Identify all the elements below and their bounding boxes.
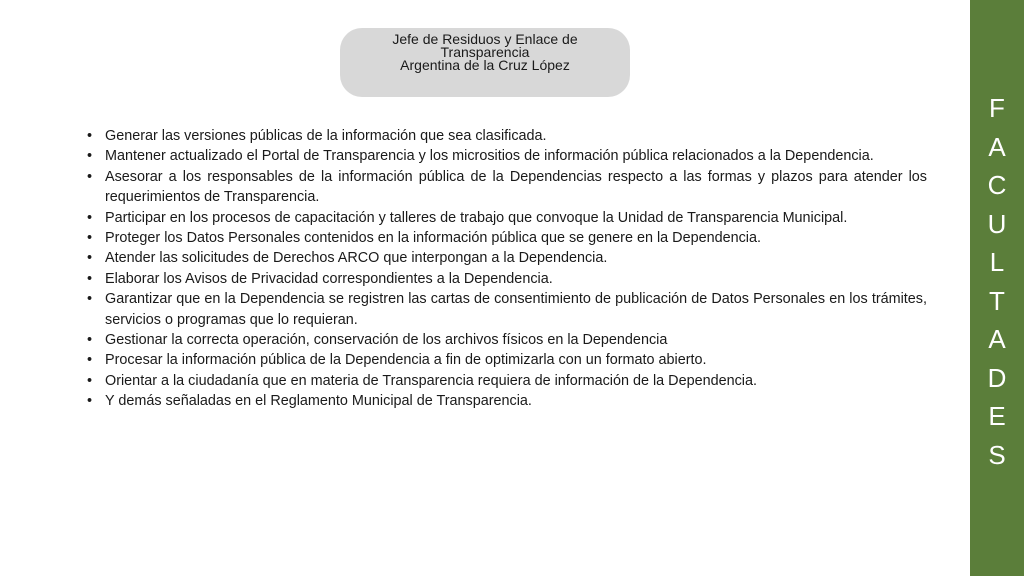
side-letter: S: [988, 439, 1006, 470]
list-item: • Y demás señaladas en el Reglamento Municipal de Transparencia.: [87, 391, 927, 411]
title-line-1: Jefe de Residuos y Enlace de: [392, 31, 578, 47]
title-line-2: Transparencia: [440, 44, 530, 60]
list-item: • Elaborar los Avisos de Privacidad correspondientes a la Dependencia.: [87, 269, 927, 289]
side-letter: A: [988, 324, 1006, 354]
side-letter: C: [987, 170, 1007, 200]
side-bar: [970, 0, 1024, 576]
list-item: • Generar las versiones públicas de la información que sea clasificada.: [87, 126, 927, 146]
list-item: • Proteger los Datos Personales contenidos en la información pública que se genere en la Dependencia.: [87, 228, 927, 248]
side-letter: F: [989, 93, 1005, 123]
list-item: • Mantener actualizado el Portal de Transparencia y los micrositios de información pública relacionados a la Dependencia.: [87, 146, 927, 166]
list-item: • Asesorar a los responsables de la información pública de la Dependencias respecto a las formas y plazos para atender los requerimientos de Transparencia.: [87, 167, 927, 208]
list-item: • Gestionar la correcta operación, conservación de los archivos físicos en la Dependencia: [87, 330, 927, 350]
list-item: • Orientar a la ciudadanía que en materia de Transparencia requiera de información de la Dependencia.: [87, 371, 927, 391]
list-item: • Participar en los procesos de capacitación y talleres de trabajo que convoque la Unidad de Transparencia Municipal.: [87, 208, 927, 228]
side-letter: U: [987, 208, 1007, 239]
side-letter: D: [987, 362, 1007, 393]
list-item: • Garantizar que en la Dependencia se registren las cartas de consentimiento de publicación de Datos Personales en los trámites, servicios o programas que lo requieran.: [87, 289, 927, 330]
duties-list: [87, 126, 927, 412]
side-letter: T: [989, 285, 1005, 316]
side-letter: L: [989, 247, 1005, 277]
side-letter: E: [988, 401, 1006, 431]
list-item: • Atender las solicitudes de Derechos ARCO que interpongan a la Dependencia.: [87, 248, 927, 268]
list-item: • Procesar la información pública de la Dependencia a fin de optimizarla con un formato abierto.: [87, 350, 927, 370]
side-title: [970, 89, 1024, 474]
title-box: [340, 28, 630, 97]
side-letter: A: [988, 131, 1006, 162]
title-line-3: Argentina de la Cruz López: [400, 57, 570, 73]
